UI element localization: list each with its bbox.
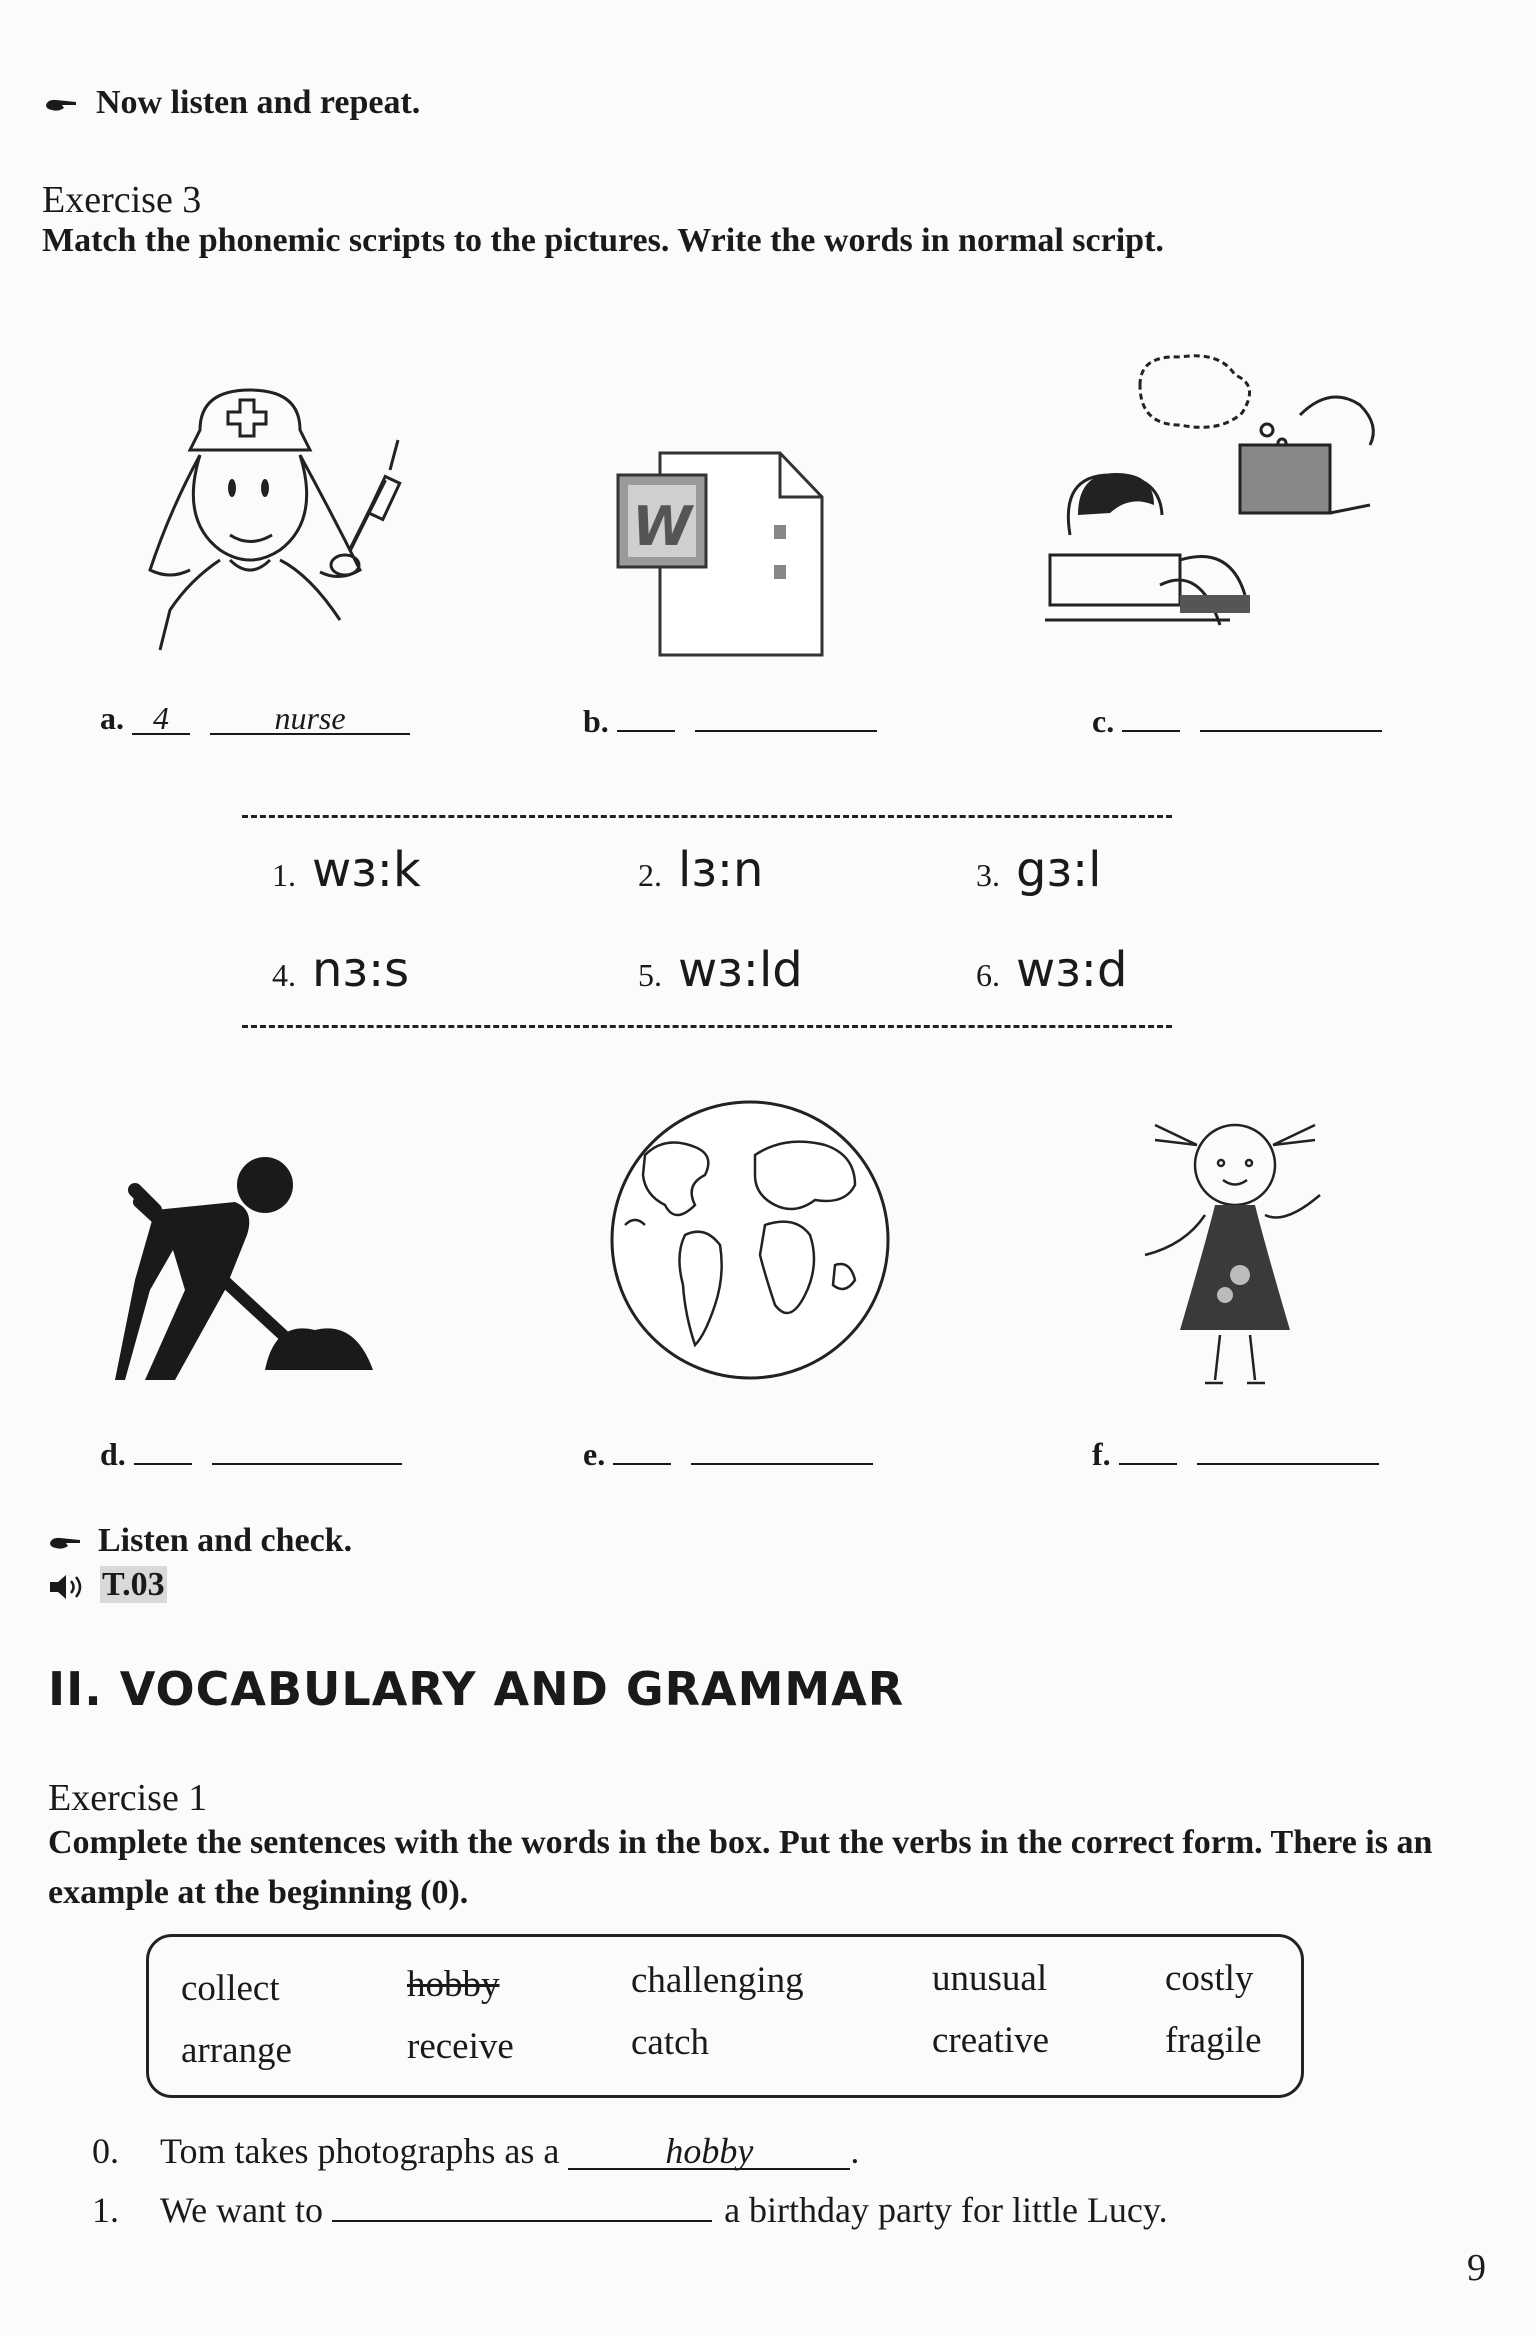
script-number: 5. — [638, 957, 662, 993]
pointing-hand-icon — [44, 96, 78, 114]
word-box-item: unusual — [932, 1958, 1048, 1999]
exercise1-title: Exercise 1 — [48, 1777, 208, 1819]
word-blank[interactable] — [691, 1433, 873, 1465]
answer-c — [1092, 700, 1382, 740]
listen-check-text: Listen and check. — [98, 1522, 353, 1559]
children-computer-picture — [1030, 345, 1400, 650]
pointing-hand-icon — [48, 1534, 82, 1552]
exercise3-instruction: Match the phonemic scripts to the pictures. Write the words in normal script. — [42, 222, 1164, 259]
sentence-text-before: Tom takes photographs as a — [160, 2131, 560, 2171]
listen-repeat-text: Now listen and repeat. — [96, 84, 421, 121]
world-globe-picture — [605, 1095, 895, 1385]
word-blank[interactable] — [1197, 1433, 1379, 1465]
word-blank[interactable]: nurse — [210, 703, 410, 735]
word-blank[interactable] — [212, 1433, 402, 1465]
script-text: nɜ:s — [312, 942, 410, 998]
script-3 — [976, 842, 1102, 898]
listen-check-instruction — [48, 1522, 352, 1560]
script-5 — [638, 942, 803, 998]
word-box — [146, 1934, 1304, 2098]
script-text: wɜ:ld — [678, 942, 803, 998]
nurse-picture — [140, 370, 420, 660]
exercise1-instruction: Complete the sentences with the words in the box. Put the verbs in the correct form. There is an example at the beginning (0). — [48, 1824, 1433, 1911]
word-box-item: creative — [932, 2020, 1050, 2061]
word-box-item: collect — [181, 1968, 280, 2009]
script-number: 3. — [976, 857, 1000, 893]
word-box-item: receive — [407, 2026, 514, 2067]
answer-d — [100, 1433, 402, 1473]
section-heading: II. VOCABULARY AND GRAMMAR — [48, 1662, 905, 1716]
script-number: 1. — [272, 857, 296, 893]
sentence-1 — [92, 2186, 1168, 2231]
word-box-item: arrange — [181, 2030, 292, 2071]
script-number: 2. — [638, 857, 662, 893]
script-text: wɜ:d — [1016, 942, 1128, 998]
word-box-item: fragile — [1165, 2020, 1262, 2061]
word-blank[interactable] — [1200, 700, 1382, 732]
script-2 — [638, 842, 763, 898]
answer-a — [100, 700, 410, 737]
sentence-0 — [92, 2130, 859, 2172]
answer-b — [583, 700, 877, 740]
word-box-item: catch — [631, 2022, 710, 2063]
svg-text:W: W — [632, 495, 692, 558]
number-blank[interactable]: 4 — [132, 703, 190, 735]
script-1 — [272, 842, 421, 898]
number-blank[interactable] — [134, 1433, 192, 1465]
answer-label: e. — [583, 1436, 606, 1472]
word-document-picture — [610, 445, 835, 660]
answer-label: c. — [1092, 703, 1115, 739]
number-blank[interactable] — [1122, 700, 1180, 732]
script-text: lɜ:n — [678, 842, 764, 898]
answer-label: b. — [583, 703, 609, 739]
number-blank[interactable] — [613, 1433, 671, 1465]
word-box-item: challenging — [631, 1960, 804, 2001]
answer-label: f. — [1092, 1436, 1111, 1472]
number-blank[interactable] — [617, 700, 675, 732]
speaker-icon — [48, 1572, 88, 1602]
number-blank[interactable] — [1119, 1433, 1177, 1465]
answer-e — [583, 1433, 873, 1473]
sentence-text-after: . — [850, 2131, 860, 2171]
script-number: 4. — [272, 957, 296, 993]
sentence-number: 0. — [92, 2131, 119, 2171]
script-number: 6. — [976, 957, 1000, 993]
exercise3-title: Exercise 3 — [42, 179, 202, 221]
script-text: wɜ:k — [312, 842, 421, 898]
dashed-divider-bottom — [242, 1025, 1172, 1028]
answer-f — [1092, 1433, 1379, 1473]
answer-label: d. — [100, 1436, 126, 1472]
sentence-number: 1. — [92, 2190, 119, 2230]
sentence-answer-blank[interactable]: hobby — [568, 2134, 850, 2170]
sentence-text-before: We want to — [160, 2190, 324, 2230]
script-text: gɜ:l — [1016, 842, 1102, 898]
word-box-item-crossed: hobby — [407, 1964, 500, 2005]
script-6 — [976, 942, 1127, 998]
sentence-text-after: a birthday party for little Lucy. — [724, 2190, 1168, 2230]
script-4 — [272, 942, 409, 998]
little-girl-picture — [1115, 1105, 1355, 1390]
answer-label: a. — [100, 700, 124, 736]
word-blank[interactable] — [695, 700, 877, 732]
page-number: 9 — [1467, 2247, 1486, 2289]
dashed-divider-top — [242, 815, 1172, 818]
worker-digging-picture — [115, 1150, 390, 1385]
listen-repeat-instruction — [44, 84, 420, 122]
sentence-answer-blank[interactable] — [332, 2186, 712, 2222]
track-code: T.03 — [102, 1566, 165, 1603]
audio-track[interactable] — [48, 1566, 167, 1604]
word-box-item: costly — [1165, 1958, 1254, 1999]
